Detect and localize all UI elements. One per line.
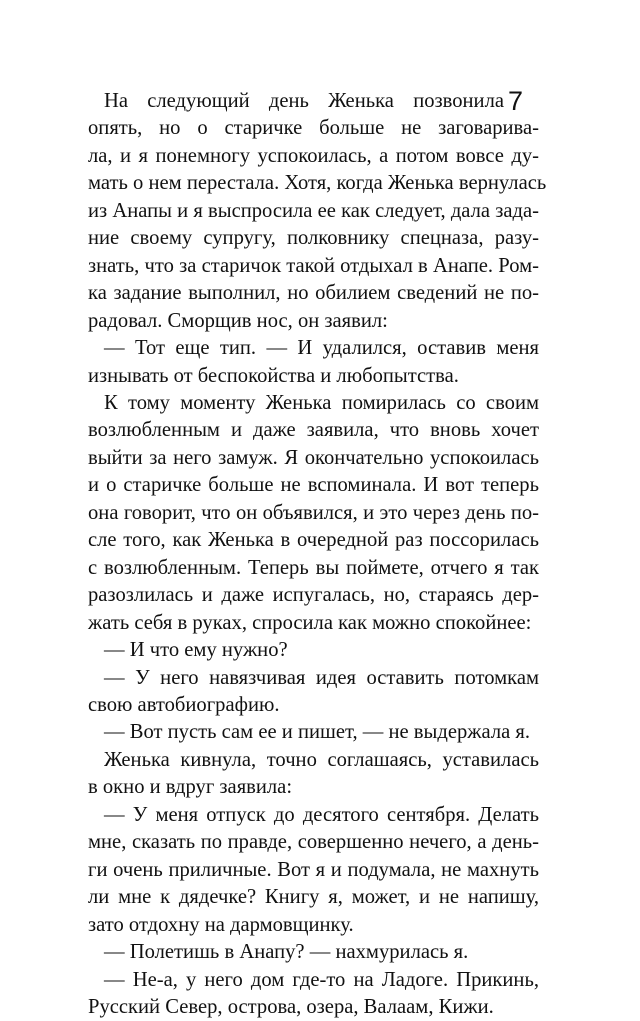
text-line: знать, что за старичок такой отдыхал в Анапе. Ром- <box>88 254 539 277</box>
text-line: с возлюбленным. Теперь вы поймете, отчего я так <box>88 556 539 579</box>
text-line: К тому моменту Женька помирилась со своим <box>104 391 539 414</box>
text-line: она говорит, что он объявился, и это через день по- <box>88 501 539 524</box>
text-line: — У него навязчивая идея оставить потомкам <box>104 666 539 689</box>
text-line: свою автобиографию. <box>88 693 280 716</box>
text-line: Женька кивнула, точно соглашаясь, уставилась <box>104 748 539 771</box>
text-line: ние своему супругу, полковнику спецназа, разу- <box>88 227 539 250</box>
text-line: ка задание выполнил, но обилием сведений не по- <box>88 282 539 305</box>
text-line: сле того, как Женька в очередной раз поссорилась <box>88 529 539 552</box>
text-line: изнывать от беспокойства и любопытства. <box>88 364 459 387</box>
text-line: — Тот еще тип. — И удалился, оставив меня <box>104 337 539 360</box>
text-line: радовал. Сморщив нос, он заявил: <box>88 309 388 332</box>
text-line: Русский Север, острова, озера, Валаам, Кижи. <box>88 995 494 1018</box>
text-line: — И что ему нужно? <box>104 639 288 662</box>
text-line: опять, но о старичке больше не заговарива- <box>88 117 539 140</box>
text-line: — Полетишь в Анапу? — нахмурилась я. <box>104 941 469 964</box>
text-line: жать себя в руках, спросила как можно спокойнее: <box>88 611 532 634</box>
body-text <box>88 88 547 1021</box>
text-line: — Вот пусть сам ее и пишет, — не выдержала я. <box>104 721 531 744</box>
text-line: разозлилась и даже испугалась, но, стараясь дер- <box>88 584 539 607</box>
text-line: На следующий день Женька позвонила <box>104 90 504 112</box>
text-line: ли мне к дядечке? Книгу я, может, и не напишу, <box>88 886 539 909</box>
text-line: ла, и я понемногу успокоилась, а потом вовсе ду- <box>88 144 539 167</box>
text-line: — У меня отпуск до десятого сентября. Делать <box>104 803 539 826</box>
text-line: из Анапы и я выспросила ее как следует, дала зада- <box>88 199 539 222</box>
text-line: и о старичке больше не вспоминала. И вот теперь <box>88 474 539 497</box>
text-line: выйти за него замуж. Я окончательно успокоилась <box>88 446 539 469</box>
text-line: мать о нем перестала. Хотя, когда Женька вернулась <box>88 172 547 195</box>
page-number: 7 <box>508 86 524 116</box>
text-line: — Не-а, у него дом где-то на Ладоге. Прикинь, <box>104 968 539 991</box>
text-line: в окно и вдруг заявила: <box>88 776 293 799</box>
text-line: мне, сказать по правде, совершенно нечего, а день- <box>88 831 539 854</box>
text-line: ги очень приличные. Вот я и подумала, не махнуть <box>88 858 539 881</box>
text-line: возлюбленным и даже заявила, что вновь хочет <box>88 419 539 442</box>
text-line: зато отдохну на дармовщинку. <box>88 913 354 936</box>
